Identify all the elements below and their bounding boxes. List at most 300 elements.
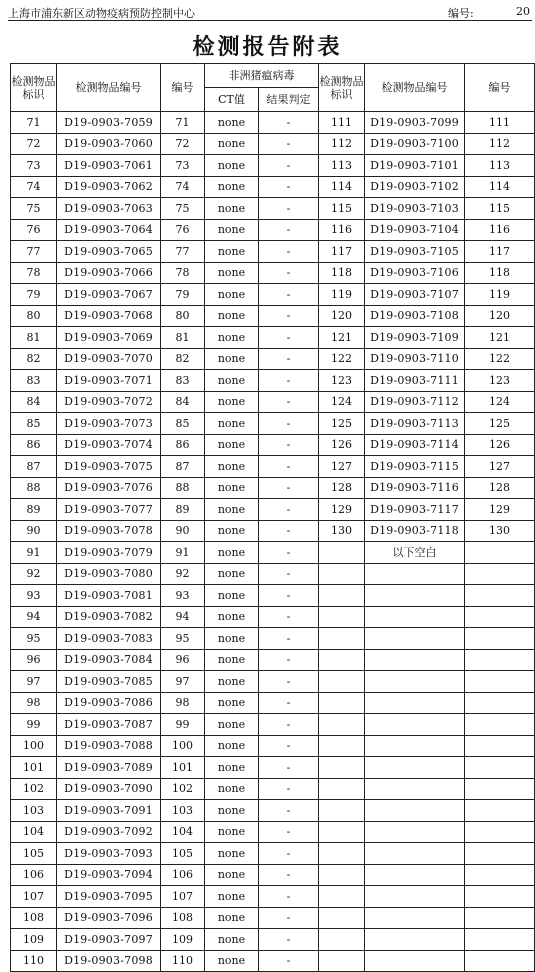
sample-id-cell-right: 123	[319, 370, 365, 392]
sample-code-cell-right: D19-0903-7117	[365, 499, 465, 521]
number-cell-right: 128	[465, 477, 535, 499]
empty-cell	[319, 864, 365, 886]
sample-code-cell: D19-0903-7088	[57, 735, 161, 757]
empty-cell	[465, 628, 535, 650]
table-row	[11, 155, 535, 177]
sample-id-cell: 98	[11, 692, 57, 714]
ct-value-cell: none	[205, 413, 259, 435]
result-cell: -	[259, 456, 319, 478]
table-row	[11, 800, 535, 822]
empty-cell	[319, 778, 365, 800]
result-cell: -	[259, 929, 319, 951]
empty-cell	[465, 800, 535, 822]
result-cell: -	[259, 413, 319, 435]
sample-code-cell: D19-0903-7066	[57, 262, 161, 284]
sample-id-cell: 80	[11, 305, 57, 327]
empty-cell	[365, 692, 465, 714]
table-row	[11, 692, 535, 714]
ct-value-cell: none	[205, 520, 259, 542]
result-cell: -	[259, 628, 319, 650]
result-cell: -	[259, 305, 319, 327]
table-row	[11, 843, 535, 865]
number-cell: 74	[161, 176, 205, 198]
empty-cell	[365, 843, 465, 865]
empty-cell	[465, 950, 535, 972]
number-cell: 100	[161, 735, 205, 757]
ct-value-cell: none	[205, 585, 259, 607]
sample-code-cell: D19-0903-7082	[57, 606, 161, 628]
sample-code-cell-right: D19-0903-7111	[365, 370, 465, 392]
number-cell: 71	[161, 112, 205, 134]
table-row	[11, 606, 535, 628]
empty-cell	[465, 843, 535, 865]
empty-cell	[465, 929, 535, 951]
empty-cell	[365, 714, 465, 736]
number-cell-right: 114	[465, 176, 535, 198]
empty-cell	[465, 735, 535, 757]
ct-value-cell: none	[205, 821, 259, 843]
empty-cell	[365, 585, 465, 607]
sample-id-cell-right: 116	[319, 219, 365, 241]
table-row	[11, 477, 535, 499]
number-cell: 75	[161, 198, 205, 220]
sample-code-cell-right: D19-0903-7114	[365, 434, 465, 456]
result-cell: -	[259, 219, 319, 241]
empty-cell	[465, 821, 535, 843]
table-row	[11, 456, 535, 478]
header-sample-id-right: 检测物品标识	[319, 64, 365, 112]
empty-cell	[319, 563, 365, 585]
result-cell: -	[259, 864, 319, 886]
ct-value-cell: none	[205, 391, 259, 413]
result-cell: -	[259, 262, 319, 284]
results-table	[10, 63, 535, 972]
number-cell: 86	[161, 434, 205, 456]
empty-cell	[365, 628, 465, 650]
sample-id-cell: 96	[11, 649, 57, 671]
sample-id-cell: 83	[11, 370, 57, 392]
result-cell: -	[259, 520, 319, 542]
number-cell: 102	[161, 778, 205, 800]
sample-id-cell: 89	[11, 499, 57, 521]
result-cell: -	[259, 133, 319, 155]
number-cell: 82	[161, 348, 205, 370]
sample-id-cell: 87	[11, 456, 57, 478]
number-cell: 108	[161, 907, 205, 929]
empty-cell	[465, 778, 535, 800]
ct-value-cell: none	[205, 778, 259, 800]
empty-cell	[365, 929, 465, 951]
sample-id-cell: 107	[11, 886, 57, 908]
sample-id-cell: 104	[11, 821, 57, 843]
empty-cell	[365, 907, 465, 929]
ct-value-cell: none	[205, 241, 259, 263]
sample-id-cell: 76	[11, 219, 57, 241]
ct-value-cell: none	[205, 477, 259, 499]
sample-code-cell: D19-0903-7073	[57, 413, 161, 435]
results-table-body	[11, 112, 535, 972]
ct-value-cell: none	[205, 628, 259, 650]
table-row	[11, 198, 535, 220]
ct-value-cell: none	[205, 542, 259, 564]
sample-id-cell: 90	[11, 520, 57, 542]
sample-code-cell: D19-0903-7067	[57, 284, 161, 306]
empty-cell	[365, 886, 465, 908]
sample-code-cell-right: D19-0903-7100	[365, 133, 465, 155]
sample-code-cell: D19-0903-7087	[57, 714, 161, 736]
empty-cell	[465, 907, 535, 929]
table-row	[11, 864, 535, 886]
sample-id-cell-right: 124	[319, 391, 365, 413]
table-row	[11, 649, 535, 671]
number-cell: 83	[161, 370, 205, 392]
sample-code-cell: D19-0903-7060	[57, 133, 161, 155]
number-cell: 78	[161, 262, 205, 284]
ct-value-cell: none	[205, 370, 259, 392]
sample-code-cell: D19-0903-7065	[57, 241, 161, 263]
number-cell-right: 122	[465, 348, 535, 370]
result-cell: -	[259, 348, 319, 370]
sample-code-cell: D19-0903-7090	[57, 778, 161, 800]
result-cell: -	[259, 327, 319, 349]
sample-code-cell: D19-0903-7089	[57, 757, 161, 779]
table-row	[11, 735, 535, 757]
result-cell: -	[259, 606, 319, 628]
table-row	[11, 219, 535, 241]
number-cell-right: 121	[465, 327, 535, 349]
result-cell: -	[259, 477, 319, 499]
number-cell: 80	[161, 305, 205, 327]
number-cell-right: 125	[465, 413, 535, 435]
sample-id-cell: 88	[11, 477, 57, 499]
number-cell-right: 116	[465, 219, 535, 241]
table-row	[11, 821, 535, 843]
sample-id-cell: 103	[11, 800, 57, 822]
result-cell: -	[259, 778, 319, 800]
empty-cell	[319, 821, 365, 843]
number-cell-right: 119	[465, 284, 535, 306]
result-cell: -	[259, 284, 319, 306]
result-cell: -	[259, 757, 319, 779]
empty-cell	[465, 606, 535, 628]
sample-code-cell: D19-0903-7078	[57, 520, 161, 542]
number-cell-right: 111	[465, 112, 535, 134]
empty-cell	[319, 950, 365, 972]
number-cell: 98	[161, 692, 205, 714]
number-cell-right: 129	[465, 499, 535, 521]
empty-cell	[465, 692, 535, 714]
sample-code-cell-right: D19-0903-7109	[365, 327, 465, 349]
sample-id-cell-right: 122	[319, 348, 365, 370]
number-cell: 110	[161, 950, 205, 972]
table-row	[11, 241, 535, 263]
result-cell: -	[259, 649, 319, 671]
sample-id-cell: 72	[11, 133, 57, 155]
number-cell-right: 113	[465, 155, 535, 177]
sample-code-cell: D19-0903-7074	[57, 434, 161, 456]
number-cell: 94	[161, 606, 205, 628]
result-cell: -	[259, 692, 319, 714]
ct-value-cell: none	[205, 563, 259, 585]
sample-id-cell-right: 115	[319, 198, 365, 220]
sample-code-cell-right: D19-0903-7104	[365, 219, 465, 241]
table-row	[11, 262, 535, 284]
empty-cell	[365, 950, 465, 972]
sample-id-cell-right: 120	[319, 305, 365, 327]
table-row	[11, 520, 535, 542]
table-row	[11, 907, 535, 929]
sample-code-cell-right: D19-0903-7115	[365, 456, 465, 478]
number-cell: 91	[161, 542, 205, 564]
result-cell: -	[259, 112, 319, 134]
ct-value-cell: none	[205, 348, 259, 370]
number-cell-right: 123	[465, 370, 535, 392]
ct-value-cell: none	[205, 929, 259, 951]
sample-id-cell: 95	[11, 628, 57, 650]
sample-code-cell-right: D19-0903-7108	[365, 305, 465, 327]
ct-value-cell: none	[205, 907, 259, 929]
number-cell-right: 118	[465, 262, 535, 284]
number-cell: 104	[161, 821, 205, 843]
sample-id-cell: 81	[11, 327, 57, 349]
number-cell: 101	[161, 757, 205, 779]
number-cell: 81	[161, 327, 205, 349]
sample-code-cell: D19-0903-7080	[57, 563, 161, 585]
number-cell: 109	[161, 929, 205, 951]
sample-code-cell: D19-0903-7091	[57, 800, 161, 822]
empty-cell	[465, 864, 535, 886]
header-result: 结果判定	[259, 88, 319, 112]
sample-code-cell: D19-0903-7098	[57, 950, 161, 972]
empty-cell	[465, 585, 535, 607]
number-cell-right: 117	[465, 241, 535, 263]
result-cell: -	[259, 907, 319, 929]
sample-code-cell-right: D19-0903-7113	[365, 413, 465, 435]
sample-code-cell: D19-0903-7092	[57, 821, 161, 843]
sample-code-cell-right: D19-0903-7106	[365, 262, 465, 284]
number-cell: 96	[161, 649, 205, 671]
table-row	[11, 176, 535, 198]
sample-code-cell: D19-0903-7081	[57, 585, 161, 607]
result-cell: -	[259, 499, 319, 521]
empty-cell	[365, 800, 465, 822]
sample-code-cell-right: D19-0903-7107	[365, 284, 465, 306]
table-row	[11, 886, 535, 908]
sample-code-cell-right: D19-0903-7099	[365, 112, 465, 134]
empty-cell	[319, 929, 365, 951]
table-row	[11, 305, 535, 327]
sample-code-cell: D19-0903-7072	[57, 391, 161, 413]
ct-value-cell: none	[205, 714, 259, 736]
sample-code-cell: D19-0903-7070	[57, 348, 161, 370]
empty-cell	[365, 864, 465, 886]
sample-id-cell: 93	[11, 585, 57, 607]
number-cell-right: 130	[465, 520, 535, 542]
sample-id-cell: 79	[11, 284, 57, 306]
sample-id-cell: 94	[11, 606, 57, 628]
header-sample-id: 检测物品标识	[11, 64, 57, 112]
sample-id-cell-right: 114	[319, 176, 365, 198]
ct-value-cell: none	[205, 112, 259, 134]
empty-cell	[365, 563, 465, 585]
sample-code-cell: D19-0903-7068	[57, 305, 161, 327]
ct-value-cell: none	[205, 671, 259, 693]
table-row	[11, 499, 535, 521]
ct-value-cell: none	[205, 198, 259, 220]
sample-code-cell-right: D19-0903-7105	[365, 241, 465, 263]
result-cell: -	[259, 735, 319, 757]
result-cell: -	[259, 563, 319, 585]
page-title: 检测报告附表	[192, 34, 343, 60]
empty-cell	[319, 649, 365, 671]
sample-code-cell: D19-0903-7059	[57, 112, 161, 134]
number-cell: 88	[161, 477, 205, 499]
number-cell: 73	[161, 155, 205, 177]
sample-id-cell-right: 128	[319, 477, 365, 499]
sample-id-cell: 73	[11, 155, 57, 177]
sample-id-cell-right: 130	[319, 520, 365, 542]
sample-code-cell: D19-0903-7085	[57, 671, 161, 693]
table-row	[11, 112, 535, 134]
sample-id-cell-right: 126	[319, 434, 365, 456]
ct-value-cell: none	[205, 843, 259, 865]
blank-note: 以下空白	[365, 542, 465, 564]
ct-value-cell: none	[205, 606, 259, 628]
ct-value-cell: none	[205, 692, 259, 714]
table-row	[11, 757, 535, 779]
result-cell: -	[259, 714, 319, 736]
page-header	[8, 4, 532, 21]
empty-cell	[319, 757, 365, 779]
empty-cell	[365, 821, 465, 843]
table-row	[11, 133, 535, 155]
result-cell: -	[259, 671, 319, 693]
header-ct: CT值	[205, 88, 259, 112]
sample-id-cell-right: 119	[319, 284, 365, 306]
sample-id-cell-right: 129	[319, 499, 365, 521]
sample-code-cell-right: D19-0903-7118	[365, 520, 465, 542]
ct-value-cell: none	[205, 649, 259, 671]
sample-id-cell: 110	[11, 950, 57, 972]
number-cell: 72	[161, 133, 205, 155]
sample-code-cell: D19-0903-7079	[57, 542, 161, 564]
sample-id-cell: 82	[11, 348, 57, 370]
organization-name: 上海市浦东新区动物疫病预防控制中心	[8, 7, 195, 20]
empty-cell	[319, 628, 365, 650]
result-cell: -	[259, 843, 319, 865]
table-row	[11, 284, 535, 306]
empty-cell	[319, 907, 365, 929]
report-number-label: 编号:	[448, 7, 474, 20]
table-row	[11, 628, 535, 650]
table-row	[11, 413, 535, 435]
table-row	[11, 434, 535, 456]
sample-id-cell-right: 121	[319, 327, 365, 349]
number-cell: 99	[161, 714, 205, 736]
sample-id-cell: 100	[11, 735, 57, 757]
number-cell: 76	[161, 219, 205, 241]
sample-id-cell: 85	[11, 413, 57, 435]
header-sample-code-right: 检测物品编号	[365, 64, 465, 112]
table-row	[11, 778, 535, 800]
number-cell: 103	[161, 800, 205, 822]
ct-value-cell: none	[205, 219, 259, 241]
result-cell: -	[259, 176, 319, 198]
sample-code-cell: D19-0903-7071	[57, 370, 161, 392]
sample-id-cell-right: 125	[319, 413, 365, 435]
sample-id-cell: 84	[11, 391, 57, 413]
empty-cell	[465, 542, 535, 564]
sample-code-cell: D19-0903-7093	[57, 843, 161, 865]
table-row	[11, 585, 535, 607]
header-number-right: 编号	[465, 64, 535, 112]
number-cell: 105	[161, 843, 205, 865]
sample-code-cell: D19-0903-7077	[57, 499, 161, 521]
sample-code-cell-right: D19-0903-7112	[365, 391, 465, 413]
number-cell: 77	[161, 241, 205, 263]
sample-id-cell: 75	[11, 198, 57, 220]
header-sample-code: 检测物品编号	[57, 64, 161, 112]
table-row	[11, 671, 535, 693]
ct-value-cell: none	[205, 176, 259, 198]
sample-code-cell: D19-0903-7063	[57, 198, 161, 220]
number-cell: 106	[161, 864, 205, 886]
ct-value-cell: none	[205, 800, 259, 822]
sample-code-cell: D19-0903-7094	[57, 864, 161, 886]
number-cell: 79	[161, 284, 205, 306]
ct-value-cell: none	[205, 434, 259, 456]
sample-code-cell: D19-0903-7069	[57, 327, 161, 349]
sample-id-cell: 97	[11, 671, 57, 693]
number-cell-right: 124	[465, 391, 535, 413]
number-cell-right: 112	[465, 133, 535, 155]
sample-code-cell: D19-0903-7076	[57, 477, 161, 499]
result-cell: -	[259, 800, 319, 822]
result-cell: -	[259, 198, 319, 220]
result-cell: -	[259, 542, 319, 564]
sample-code-cell-right: D19-0903-7103	[365, 198, 465, 220]
sample-id-cell: 99	[11, 714, 57, 736]
table-row	[11, 348, 535, 370]
ct-value-cell: none	[205, 864, 259, 886]
sample-id-cell: 92	[11, 563, 57, 585]
sample-id-cell-right: 111	[319, 112, 365, 134]
ct-value-cell: none	[205, 456, 259, 478]
number-cell-right: 126	[465, 434, 535, 456]
sample-id-cell: 105	[11, 843, 57, 865]
result-cell: -	[259, 391, 319, 413]
empty-cell	[365, 649, 465, 671]
sample-code-cell: D19-0903-7096	[57, 907, 161, 929]
number-cell-right: 120	[465, 305, 535, 327]
ct-value-cell: none	[205, 284, 259, 306]
empty-cell	[319, 843, 365, 865]
number-cell-right: 127	[465, 456, 535, 478]
sample-code-cell-right: D19-0903-7101	[365, 155, 465, 177]
sample-code-cell: D19-0903-7075	[57, 456, 161, 478]
sample-id-cell: 74	[11, 176, 57, 198]
empty-cell	[319, 542, 365, 564]
result-cell: -	[259, 155, 319, 177]
empty-cell	[319, 714, 365, 736]
sample-code-cell: D19-0903-7084	[57, 649, 161, 671]
result-cell: -	[259, 886, 319, 908]
sample-code-cell: D19-0903-7086	[57, 692, 161, 714]
empty-cell	[365, 735, 465, 757]
sample-code-cell-right: D19-0903-7110	[365, 348, 465, 370]
sample-id-cell: 106	[11, 864, 57, 886]
empty-cell	[465, 649, 535, 671]
